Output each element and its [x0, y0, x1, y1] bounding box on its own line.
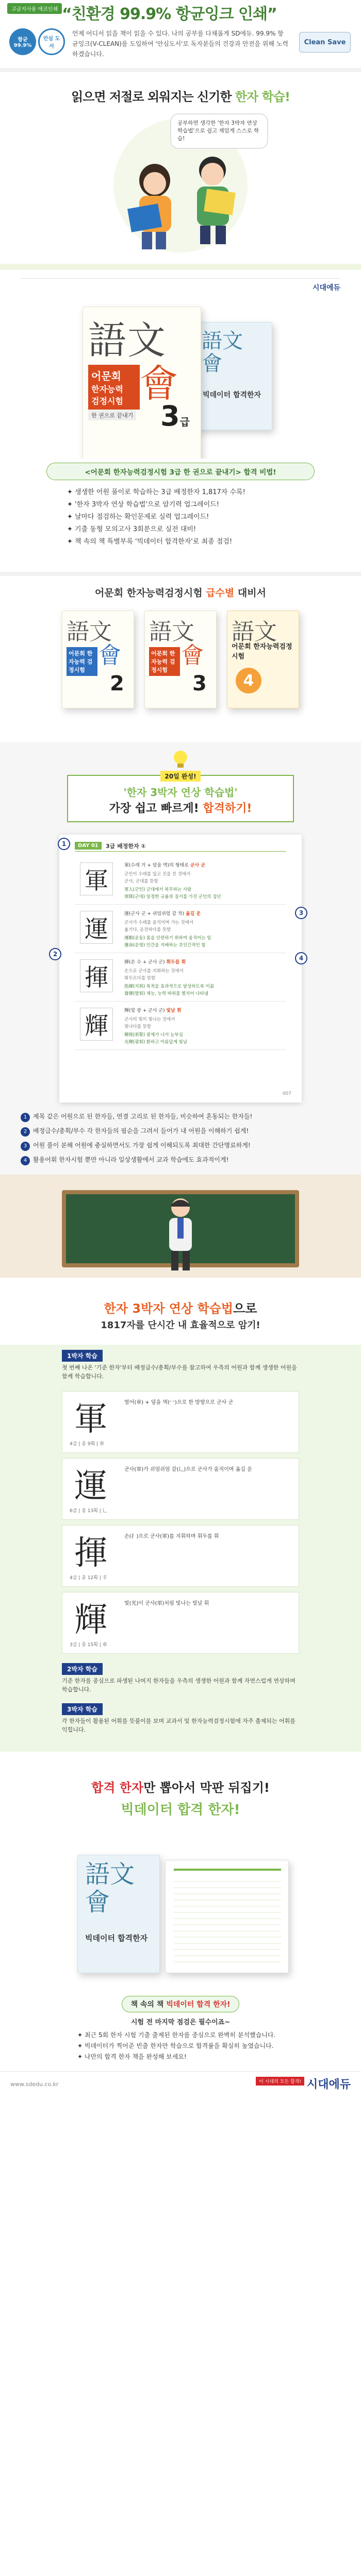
sample-line: 군사가 수레를 움직이며 가는 것에서: [124, 920, 193, 925]
method-card-char: 軍: [74, 1400, 107, 1438]
benefit-item: ✦ 기출 동형 모의고사 3회분으로 실전 대비!: [67, 526, 196, 533]
bigdata-line2: 빅데이터 합격 한자!: [121, 1802, 240, 1818]
method-card-char: 輝: [74, 1601, 107, 1639]
footer-brand-logo: 시대에듀: [306, 2078, 351, 2091]
hero-divider-line: [21, 278, 340, 279]
main-book-grade: 3급: [160, 400, 190, 432]
step3-text: 각 한자들이 활용된 어휘를 뜻풀이를 보며 교과서 및 한자능력검정시험에 자주 출제되는 어휘를 익힙니다.: [62, 1718, 296, 1733]
sample-char: 揮: [80, 959, 113, 992]
sample-row-3: [75, 955, 286, 1002]
benefit-item: ✦ 생생한 어원 풀이로 학습하는 3급 배정한자 1,817자 수록!: [67, 488, 245, 496]
main-book-hanja2: 會: [140, 362, 178, 406]
method2-subtitle: 1817자를 단시간 내 효율적으로 암기!: [101, 1320, 260, 1331]
sample-line: 군인이 수레를 덮고 진을 친 것에서: [124, 872, 191, 877]
method-line2: 가장 쉽고 빠르게! 합격하기!: [109, 802, 252, 815]
method-card-char: 運: [74, 1467, 107, 1505]
lightbulb-icon: [172, 749, 189, 771]
sample-page-section: [0, 829, 361, 1108]
side-book-cover: [195, 322, 272, 430]
method-card-char: 揮: [74, 1534, 107, 1572]
method-card-explain: 빛(光)이 군사(軍)처럼 빛나는 빛날 휘: [124, 1601, 209, 1606]
eco-circle-1: 항균 99.9%: [9, 28, 36, 55]
bottom-list: [77, 2030, 294, 2062]
hero-speech-bubble: 공부하면 생각한 '한자 3박자 연상 학습법'으로 쉽고 재밌게 스스로 학습!: [170, 113, 268, 149]
sample-word: 光輝(광휘) 환하고 아름답게 빛남: [124, 1040, 188, 1045]
step1-tag: 1박자 학습: [62, 1350, 103, 1362]
bottom-item: ✦ 빅데이터가 찍어준 빈출 한자만 학습으로 합격률을 확실히 높였습니다.: [77, 2042, 274, 2049]
main-book-cover: [83, 307, 201, 459]
side-book-title: 빅데이터 합격한자: [203, 391, 261, 399]
eco-badge: 고급지사용 에코인쇄: [7, 3, 62, 14]
clean-save-tag: Clean Save: [299, 32, 351, 53]
method-intro-section: [0, 742, 361, 829]
book-cover-section: [0, 296, 361, 459]
sample-page: [59, 835, 302, 1103]
method-card-2: [62, 1458, 299, 1520]
steps-section: [0, 1345, 361, 1752]
legend-item-2: 2 배정급수/총획/부수 각 한자들의 필순을 그려서 들어가 내 어원을 이해하기 쉽게!: [21, 1126, 340, 1137]
method-card-3: [62, 1525, 299, 1587]
sample-word: 發揮(발휘) 재능, 능력 따위를 떨치어 나타냄: [124, 991, 209, 996]
callout-marker-4: 4: [295, 952, 307, 964]
main-book-title-box: 어문회 한자능력 검정시험: [88, 365, 140, 410]
sample-heading: 3급 배정한자 ①: [106, 843, 146, 850]
sample-line: 군사의 빛이 빛나는 것에서: [124, 1017, 175, 1022]
method-card-1: [62, 1391, 299, 1453]
sample-char: 輝: [80, 1008, 113, 1041]
method-kicker: 20일 완성!: [0, 771, 361, 782]
benefit-item: ✦ '한자 3박자 연상 학습법'으로 암기력 업그레이드!: [67, 501, 219, 509]
step3-tag: 3박자 학습: [62, 1703, 103, 1715]
eco-circle-2: 안심 도서: [38, 28, 65, 55]
callout-marker-3: 3: [295, 907, 307, 919]
callout-marker-1: 1: [58, 838, 70, 850]
sample-row-2: [75, 907, 286, 953]
benefit-item: ✦ 날마다 점검하는 확인문제로 실력 업그레이드!: [67, 513, 209, 521]
sample-page-number: 007: [282, 1091, 291, 1096]
method-card-explain: 군사(軍)가 쉬엄쉬엄 갈(辶)으로 군사가 움직이며 옮길 운: [124, 1467, 252, 1472]
hero-floor: [0, 264, 361, 270]
sample-word: 軍隊(군대) 일정한 규율과 질서를 가진 군인의 집단: [124, 894, 221, 900]
benefits-pill: <어문회 한자능력검정시험 3급 한 권으로 끝내기> 합격 비법!: [46, 463, 315, 480]
method-card-meta: 6급 | 총 13획 | 辶: [70, 1509, 107, 1514]
bigdata-books-section: [0, 1844, 361, 1994]
series-book-2: 語文 會 어문회 한자능력 검정시험 2: [62, 611, 134, 708]
sample-head: 運(군사 군 + 쉬엄쉬엄 갈 착) 옮길 운: [124, 911, 201, 917]
bigdata-book-cover: 語文 會 빅데이터 합격한자: [77, 1855, 160, 1973]
footer-filler: [0, 2097, 361, 2576]
side-book-hanja: 語文 會: [202, 329, 243, 376]
bigdata-book-inner: [165, 1860, 289, 1973]
bigdata-title-section: [0, 1752, 361, 1844]
method-card-meta: 3급 | 총 15획 | 車: [70, 1642, 107, 1648]
series-title: 어문회 한자능력검정시험 급수별 대비서: [95, 587, 266, 599]
method2-title: 한자 3박자 연상 학습법으로: [104, 1301, 257, 1316]
sample-char: 運: [80, 911, 113, 944]
method-line1: '한자 3박자 연상 학습법': [123, 786, 238, 799]
method2-title-section: [0, 1278, 361, 1345]
sample-row-1: [75, 858, 286, 905]
step2-text: 기준 한자를 중심으로 파생된 나머지 한자들을 우측의 생생한 어원과 함께 자연스럽게 연상하며 학습합니다.: [62, 1677, 296, 1693]
method-card-meta: 4급 | 총 9획 | 車: [70, 1442, 104, 1447]
legend-item-3: 3 어원 풀이 분해 어원에 충실하면서도 가장 쉽게 이해되도록 최대한 간단명료하게!: [21, 1141, 340, 1151]
sample-line: 손으로 군사를 지휘하는 것에서: [124, 969, 184, 974]
sample-line: 군사, 군대를 뜻함: [124, 879, 158, 884]
eco-title-prefix: “친환경: [62, 5, 115, 23]
sample-head: 揮(손 수 + 군사 군) 휘두를 휘: [124, 960, 186, 965]
sample-head: 軍(수레 거 + 덮을 멱)의 형태로 군사 군: [124, 863, 205, 868]
sample-row-4: [75, 1004, 286, 1050]
sample-word: 指揮(지휘) 목적을 효과적으로 달성하도록 이끎: [124, 984, 215, 989]
sample-word: 運動(운동) 몸을 단련하기 위하여 움직이는 일: [124, 936, 211, 941]
boy-reading-icon: [180, 149, 248, 247]
sample-line: 옮기다, 운전하다를 뜻함: [124, 927, 171, 933]
step2-tag: 2박자 학습: [62, 1663, 103, 1675]
bottom-section: [0, 1994, 361, 2576]
eco-section: [0, 0, 361, 72]
girl-reading-icon: [119, 160, 186, 252]
sample-line: 휘두르다를 뜻함: [124, 976, 156, 981]
step1-text: 첫 번째 나온 '기준 한자'부터 배정급수/총획/부수를 참고하여 우측의 어원과 함께 생생한 어원을 함께 학습합니다.: [62, 1364, 297, 1380]
series-book-4: 語文 어문회 한자능력검정시험 4: [227, 611, 299, 708]
sample-head: 輝(빛 광 + 군사 군) 빛날 휘: [124, 1008, 182, 1013]
benefits-list: [67, 486, 304, 548]
series-top-divider: [0, 572, 361, 576]
sample-word: 輝煌(휘황) 광채가 나서 눈부심: [124, 1032, 183, 1038]
footer-url-link[interactable]: www.sdedu.co.kr: [10, 2081, 59, 2088]
legend-item-4: 4 활용어휘 한자시험 뿐만 아니라 일상생활에서 교과 학습에도 효과적이게!: [21, 1155, 340, 1165]
sample-day-tag: DAY 01: [75, 842, 102, 850]
eco-body: 언제 어디서 읽을 책이 읽을 수 있다. 나의 공부를 다채롭게 SD에듀. 99.9% 항균잉크(V-CLEAN)를 도입하여 '안심도서'로 독자분들의 건강과 안전을 위해 노력하겠습니다.: [72, 30, 288, 58]
eco-title: [62, 1, 356, 24]
footer-bar: [0, 2071, 361, 2097]
hero-illustration: [88, 113, 273, 263]
teacher-section: [0, 1175, 361, 1278]
bigdata-line1: 합격 한자만 뽑아서 막판 뒤집기!: [91, 1781, 270, 1795]
eco-divider: [0, 68, 361, 72]
series-book-3: 語文 會 어문회 한자능력 검정시험 3: [144, 611, 217, 708]
benefits-section: [0, 459, 361, 572]
bottom-lead: 시험 전 마지막 점검은 필수이죠~: [130, 2019, 231, 2026]
callout-marker-2: 2: [49, 948, 61, 960]
main-book-sub: 한 권으로 끝내기: [88, 410, 136, 420]
sample-word: 運命(운명) 인간을 지배하는 초인간적인 힘: [124, 943, 206, 948]
footer-tagline: 이 시대의 모든 합격!: [256, 2077, 304, 2086]
eco-title-highlight: 99.9% 항균잉크 인쇄: [120, 5, 267, 23]
hero-brand-logo: 시대에듀: [312, 284, 340, 292]
hero-headline-highlight: 한자 학습!: [235, 90, 290, 104]
eco-title-suffix: ”: [267, 5, 277, 23]
hero-headline: [0, 87, 361, 105]
sample-line: 빛나다를 뜻함: [124, 1024, 151, 1029]
series-section: [0, 572, 361, 742]
bottom-item: ✦ 최근 5회 한자 시험 기출 출제된 한자를 중심으로 완벽히 분석했습니다.: [77, 2031, 276, 2039]
main-book-hanja: 語文: [88, 318, 167, 363]
sample-word: 軍人(군인) 군대에서 복무하는 사람: [124, 887, 192, 892]
sample-header-rule: [75, 851, 286, 852]
teacher-icon: [160, 1195, 201, 1273]
bottom-pill: 책 속의 책 빅데이터 합격 한자!: [0, 1996, 361, 2012]
legend-section: [0, 1108, 361, 1175]
bottom-item: ✦ 나만의 합격 한자 책을 완성해 보세요!: [77, 2053, 187, 2060]
hero-headline-prefix: 읽으면 저절로 외워지는 신기한: [71, 90, 232, 104]
sample-char: 軍: [80, 862, 113, 895]
method-card-meta: 4급 | 총 12획 | 手: [70, 1575, 107, 1581]
method-card-explain: 손(扌)으로 군사(軍)를 지휘하며 휘두를 휘: [124, 1534, 219, 1539]
method-card-4: [62, 1592, 299, 1654]
method-card-explain: 벌어(車) + 덮을 멱(冖)으로 한 방향으로 군사 군: [124, 1400, 234, 1405]
legend-item-1: 1 제목 같은 어원으로 된 한자들, 연결 고리로 된 한자들, 비슷하여 혼동되는 한자들!: [21, 1112, 340, 1122]
benefit-item: ✦ 책 속의 책 특별부록 '빅데이터 합격한자'로 최종 점검!: [67, 538, 233, 546]
